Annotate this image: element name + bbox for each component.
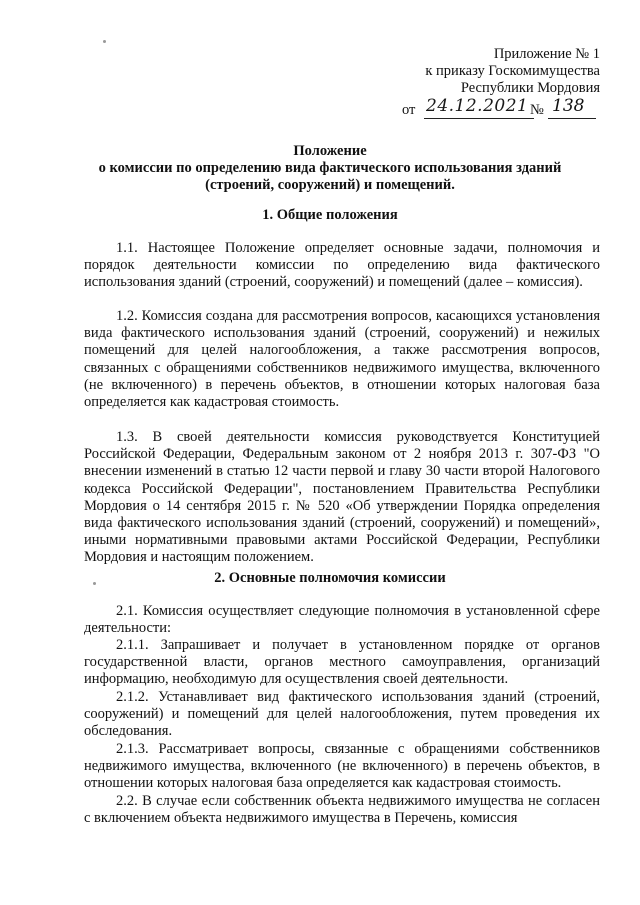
appendix-line-3: Республики Мордовия — [460, 80, 600, 96]
paragraph-2-1-1: 2.1.1. Запрашивает и получает в установленном порядке от органов государственной власти, органов местного самоуправления, организаций информацию, необходимую для осуществления своей деятельности. — [84, 637, 600, 688]
order-date-row — [402, 96, 602, 122]
title-line-1: Положение — [293, 143, 367, 159]
paragraph-1-1: 1.1. Настоящее Положение определяет основные задачи, полномочия и порядок деятельности комиссии по определению вида фактического использования зданий (строений, сооружений) и помещений (далее – комиссия). — [84, 240, 600, 291]
title-line-2: о комиссии по определению вида фактического использования зданий — [98, 160, 562, 176]
title-line-3: (строений, сооружений) и помещений. — [205, 177, 455, 193]
handwritten-number: 138 — [552, 96, 585, 116]
paragraph-1-2: 1.2. Комиссия создана для рассмотрения вопросов, касающихся установления вида фактического использования зданий (строений, сооружений) и нежилых помещений для целей налогообложения, а также рассмотрения вопросов, связанных с обращениями собственников недвижимого имущества, включенного (не включенного) в перечень объектов, в отношении которых налоговая база определяется как кадастровая стоимость. — [84, 308, 600, 411]
paragraph-1-3: 1.3. В своей деятельности комиссия руководствуется Конституцией Российской Федерации, Федеральным законом от 2 ноября 2013 г. 307-ФЗ "О внесении изменений в статью 12 части первой и главу 30 части второй Налогового кодекса Российской Федерации", постановлением Правительства Республики Мордовия о 14 сентября 2015 г. № 520 «Об утверждении Порядка определения вида фактического использования зданий (строений, сооружений) и помещений», иными нормативными правовыми актами Российской Федерации, Республики Мордовия и настоящим положением. — [84, 429, 600, 566]
number-underline — [548, 118, 596, 119]
scan-mark — [103, 40, 106, 43]
from-label: от — [402, 102, 416, 118]
handwritten-date: 24.12.2021 — [426, 96, 529, 116]
appendix-line-1: Приложение № 1 — [493, 46, 600, 62]
appendix-block — [425, 46, 600, 97]
paragraph-2-1-2: 2.1.2. Устанавливает вид фактического использования зданий (строений, сооружений) и помещений для целей налогообложения, путем проведения их обследования. — [84, 689, 600, 740]
section-2-heading: 2. Основные полномочия комиссии — [214, 570, 446, 586]
paragraph-2-1-3: 2.1.3. Рассматривает вопросы, связанные с обращениями собственников недвижимого имущества, включенного (не включенного) в перечень объектов, в отношении которых налоговая база определяется как кадастровая стоимость. — [84, 741, 600, 792]
date-underline — [424, 118, 534, 119]
paragraph-2-2: 2.2. В случае если собственник объекта недвижимого имущества не согласен с включением объекта недвижимого имущества в Перечень, комиссия — [84, 793, 600, 827]
section-1-heading: 1. Общие положения — [262, 207, 398, 223]
number-sign: № — [530, 102, 544, 118]
paragraph-2-1: 2.1. Комиссия осуществляет следующие полномочия в установленной сфере деятельности: — [84, 603, 600, 637]
appendix-line-2: к приказу Госкомимущества — [425, 63, 600, 79]
document-title — [60, 143, 600, 194]
